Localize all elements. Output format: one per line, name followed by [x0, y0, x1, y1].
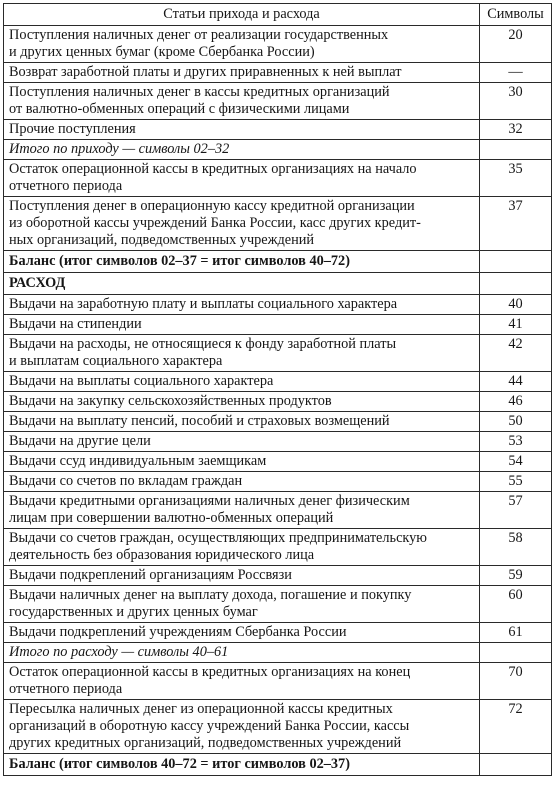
row-description [4, 623, 480, 643]
description-line: деятельность без образования юридического лица [9, 547, 315, 563]
description-line: Выдачи на выплаты социального характера [9, 373, 274, 389]
row-code: 46 [480, 392, 552, 412]
description-line: РАСХОД [9, 275, 66, 291]
row-code: 70 [480, 663, 552, 700]
description-line: Выдачи кредитными организациями наличных денег физическим [9, 493, 410, 509]
row-code: 20 [480, 26, 552, 63]
row-description [4, 452, 480, 472]
description-line: Пересылка наличных денег из операционной кассы кредитных [9, 701, 393, 717]
description-line: и других ценных бумаг (кроме Сбербанка России) [9, 44, 315, 60]
row-description [4, 372, 480, 392]
row-code: 44 [480, 372, 552, 392]
row-code: 57 [480, 492, 552, 529]
row-description [4, 643, 480, 663]
row-description [4, 140, 480, 160]
row-description [4, 83, 480, 120]
row-description [4, 160, 480, 197]
description-line: Итого по расходу — символы 40–61 [9, 644, 229, 660]
row-description [4, 392, 480, 412]
table-row-subtotal [4, 140, 552, 160]
table-row [4, 392, 552, 412]
description-line: отчетного периода [9, 178, 123, 194]
description-line: Выдачи ссуд индивидуальным заемщикам [9, 453, 267, 469]
description-line: Выдачи на выплату пенсий, пособий и страховых возмещений [9, 413, 390, 429]
row-description [4, 273, 480, 295]
description-line: Остаток операционной кассы в кредитных организациях на конец [9, 664, 411, 680]
row-description [4, 295, 480, 315]
description-line: Выдачи со счетов по вкладам граждан [9, 473, 243, 489]
row-description [4, 26, 480, 63]
table-row [4, 586, 552, 623]
table-row [4, 472, 552, 492]
description-line: Итого по приходу — символы 02–32 [9, 141, 230, 157]
description-line: Выдачи на другие цели [9, 433, 151, 449]
description-line: Выдачи на расходы, не относящиеся к фонду заработной платы [9, 336, 397, 352]
row-description [4, 492, 480, 529]
row-code [480, 754, 552, 776]
cash-symbols-table [3, 3, 552, 776]
row-code: 54 [480, 452, 552, 472]
row-code: 40 [480, 295, 552, 315]
row-code: 61 [480, 623, 552, 643]
description-line: организаций в оборотную кассу учреждений Банка России, кассы [9, 718, 410, 734]
description-line: Баланс (итог символов 40–72 = итог символов 02–37) [9, 756, 350, 772]
table-row-subtotal [4, 643, 552, 663]
description-line: отчетного периода [9, 681, 123, 697]
description-line: Остаток операционной кассы в кредитных организациях на начало [9, 161, 417, 177]
description-line: ных организаций, подведомственных учреждений [9, 232, 315, 248]
row-description [4, 700, 480, 754]
table-row [4, 492, 552, 529]
row-code: 50 [480, 412, 552, 432]
table-row [4, 160, 552, 197]
row-description [4, 586, 480, 623]
row-code: 59 [480, 566, 552, 586]
row-code: 32 [480, 120, 552, 140]
description-line: Возврат заработной платы и других приравненных к ней выплат [9, 64, 402, 80]
row-description [4, 529, 480, 566]
description-line: Выдачи подкреплений организациям Россвязи [9, 567, 292, 583]
row-code: 42 [480, 335, 552, 372]
table-row [4, 700, 552, 754]
row-description [4, 197, 480, 251]
description-line: Выдачи на закупку сельскохозяйственных продуктов [9, 393, 332, 409]
table-row [4, 315, 552, 335]
description-line: Прочие поступления [9, 121, 136, 137]
table-row [4, 623, 552, 643]
description-line: и выплатам социального характера [9, 353, 223, 369]
row-description [4, 754, 480, 776]
table-row-bold [4, 273, 552, 295]
row-code: 41 [480, 315, 552, 335]
header-code: Символы [480, 4, 552, 26]
description-line: от валютно-обменных операций с физическими лицами [9, 101, 350, 117]
row-code: 55 [480, 472, 552, 492]
table-row [4, 197, 552, 251]
row-code: 35 [480, 160, 552, 197]
row-code: — [480, 63, 552, 83]
table-row [4, 120, 552, 140]
header-description: Статьи прихода и расхода [4, 4, 480, 26]
row-code: 72 [480, 700, 552, 754]
row-description [4, 315, 480, 335]
description-line: Поступления денег в операционную кассу кредитной организации [9, 198, 415, 214]
row-description [4, 412, 480, 432]
row-description [4, 663, 480, 700]
row-code: 30 [480, 83, 552, 120]
row-description [4, 63, 480, 83]
row-description [4, 120, 480, 140]
table-row-bold [4, 754, 552, 776]
table-row [4, 372, 552, 392]
description-line: Поступления наличных денег в кассы кредитных организаций [9, 84, 390, 100]
table-row [4, 63, 552, 83]
table-row [4, 83, 552, 120]
row-description [4, 472, 480, 492]
row-description [4, 566, 480, 586]
row-code: 53 [480, 432, 552, 452]
description-line: государственных и других ценных бумаг [9, 604, 258, 620]
table-row [4, 452, 552, 472]
description-line: Выдачи подкреплений учреждениям Сбербанка России [9, 624, 347, 640]
table-row [4, 529, 552, 566]
table-row [4, 335, 552, 372]
description-line: Выдачи на стипендии [9, 316, 142, 332]
row-code: 60 [480, 586, 552, 623]
table-row [4, 295, 552, 315]
table-row-bold [4, 251, 552, 273]
row-code [480, 643, 552, 663]
description-line: Выдачи со счетов граждан, осуществляющих предпринимательскую [9, 530, 427, 546]
row-code [480, 251, 552, 273]
description-line: из оборотной кассы учреждений Банка России, касс других кредит- [9, 215, 421, 231]
table-row [4, 432, 552, 452]
description-line: других кредитных организаций, подведомственных учреждений [9, 735, 402, 751]
row-code: 37 [480, 197, 552, 251]
row-code [480, 273, 552, 295]
table-body [4, 26, 552, 776]
table-row [4, 26, 552, 63]
row-description [4, 432, 480, 452]
row-description [4, 335, 480, 372]
description-line: Поступления наличных денег от реализации государственных [9, 27, 389, 43]
description-line: лицам при совершении валютно-обменных операций [9, 510, 334, 526]
row-code [480, 140, 552, 160]
description-line: Выдачи на заработную плату и выплаты социального характера [9, 296, 398, 312]
description-line: Баланс (итог символов 02–37 = итог символов 40–72) [9, 253, 350, 269]
description-line: Выдачи наличных денег на выплату дохода, погашение и покупку [9, 587, 412, 603]
row-description [4, 251, 480, 273]
row-code: 58 [480, 529, 552, 566]
table-row [4, 412, 552, 432]
table-row [4, 663, 552, 700]
table-header-row [4, 4, 552, 26]
table-row [4, 566, 552, 586]
